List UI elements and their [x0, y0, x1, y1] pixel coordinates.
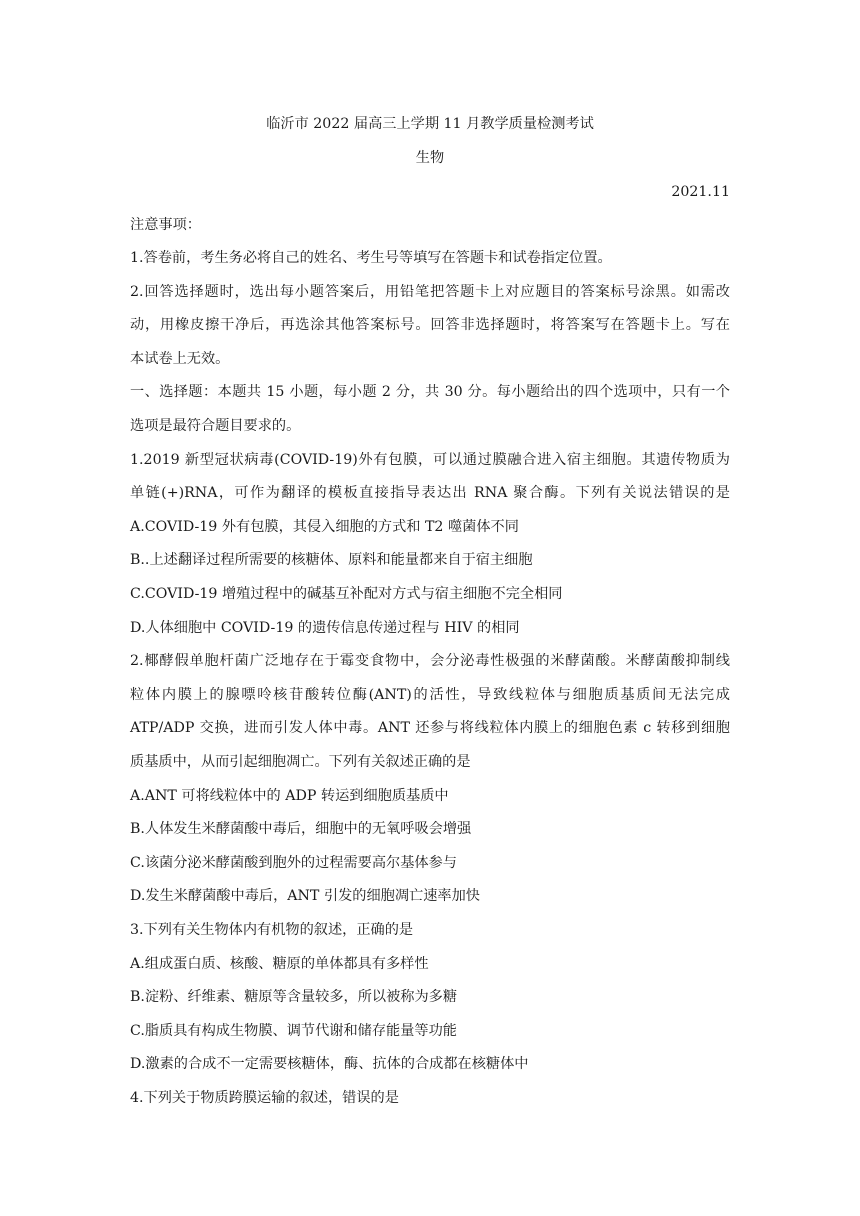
q2-stem-line-3: ATP/ADP 交换，进而引发人体中毒。ANT 还参与将线粒体内膜上的细胞色素 c 转移到细胞: [130, 720, 730, 736]
q2-option-a: A.ANT 可将线粒体中的 ADP 转运到细胞质基质中: [130, 788, 449, 804]
q2-option-d: D.发生米酵菌酸中毒后，ANT 引发的细胞凋亡速率加快: [130, 888, 480, 904]
q3-option-d: D.激素的合成不一定需要核糖体，酶、抗体的合成都在核糖体中: [130, 1056, 529, 1072]
section-instruction-line-2: 选项是最符合题目要求的。: [130, 418, 301, 434]
q2-stem-line-1: 2.椰酵假单胞杆菌广泛地存在于霉变食物中，会分泌毒性极强的米酵菌酸。米酵菌酸抑制线: [130, 653, 730, 669]
q3-option-c: C.脂质具有构成生物膜、调节代谢和储存能量等功能: [130, 1023, 457, 1039]
q1-stem-line-2: 单链(+)RNA，可作为翻译的模板直接指导表达出 RNA 聚合酶。下列有关说法错误的是: [130, 485, 730, 501]
q2-option-c: C.该菌分泌米酵菌酸到胞外的过程需要高尔基体参与: [130, 855, 457, 871]
q2-stem-line-2: 粒体内膜上的腺嘌呤核苷酸转位酶(ANT)的活性，导致线粒体与细胞质基质间无法完成: [130, 687, 730, 703]
q1-option-d: D.人体细胞中 COVID-19 的遗传信息传递过程与 HIV 的相同: [130, 620, 520, 636]
notes-item-1: 1.答卷前，考生务必将自己的姓名、考生号等填写在答题卡和试卷指定位置。: [130, 250, 612, 266]
q1-option-a: A.COVID-19 外有包膜，其侵入细胞的方式和 T2 噬菌体不同: [130, 519, 519, 535]
notes-item-2-line-2: 动，用橡皮擦干净后，再选涂其他答案标号。回答非选择题时，将答案写在答题卡上。写在: [130, 317, 730, 333]
q2-stem-line-4: 质基质中，从而引起细胞凋亡。下列有关叙述正确的是: [130, 754, 471, 770]
section-instruction-line-1: 一、选择题：本题共 15 小题，每小题 2 分，共 30 分。每小题给出的四个选项中，只有一个: [130, 384, 730, 400]
notes-item-2-line-3: 本试卷上无效。: [130, 351, 230, 367]
q3-stem: 3.下列有关生物体内有机物的叙述，正确的是: [130, 922, 414, 938]
q1-stem-line-1: 1.2019 新型冠状病毒(COVID-19)外有包膜，可以通过膜融合进入宿主细胞。其遗传物质为: [130, 452, 730, 468]
q3-option-a: A.组成蛋白质、核酸、糖原的单体都具有多样性: [130, 956, 429, 972]
exam-date: 2021.11: [671, 184, 730, 200]
exam-title: 临沂市 2022 届高三上学期 11 月教学质量检测考试: [266, 116, 594, 132]
q2-option-b: B.人体发生米酵菌酸中毒后，细胞中的无氧呼吸会增强: [130, 821, 472, 837]
q1-option-c: C.COVID-19 增殖过程中的碱基互补配对方式与宿主细胞不完全相同: [130, 586, 563, 602]
q1-option-b: B..上述翻译过程所需要的核糖体、原料和能量都来自于宿主细胞: [130, 552, 533, 568]
subject-title: 生物: [415, 150, 445, 166]
notes-item-2-line-1: 2.回答选择题时，选出每小题答案后，用铅笔把答题卡上对应题目的答案标号涂黑。如需改: [130, 284, 730, 300]
q4-stem: 4.下列关于物质跨膜运输的叙述，错误的是: [130, 1090, 399, 1106]
notes-heading: 注意事项：: [130, 217, 201, 233]
q3-option-b: B.淀粉、纤维素、糖原等含量较多，所以被称为多糖: [130, 989, 458, 1005]
